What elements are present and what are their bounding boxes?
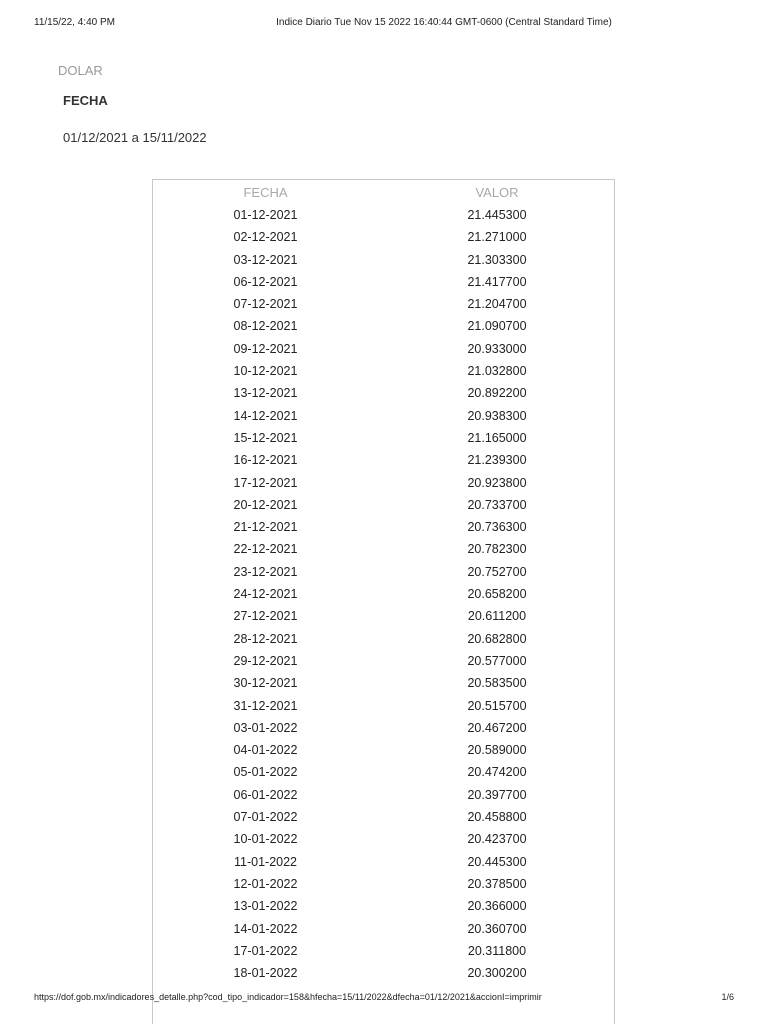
cell-fecha: 12-01-2022: [233, 876, 298, 891]
cell-valor: 21.090700: [467, 319, 527, 334]
cell-fecha: 07-01-2022: [233, 810, 298, 825]
table-row: [153, 451, 614, 473]
cell-fecha: 24-12-2021: [233, 587, 298, 602]
cell-valor: 21.032800: [467, 364, 527, 379]
cell-valor: 20.736300: [467, 520, 527, 535]
table-row: [153, 317, 614, 339]
cell-valor: 21.417700: [467, 274, 527, 289]
table-row: [153, 853, 614, 875]
cell-valor: 21.271000: [467, 230, 527, 245]
table-row: [153, 540, 614, 562]
table-row: [153, 362, 614, 384]
cell-valor: 21.204700: [467, 297, 527, 312]
cell-fecha: 14-01-2022: [233, 921, 298, 936]
print-footer: [0, 992, 768, 1008]
cell-fecha: 01-12-2021: [233, 208, 298, 222]
cell-fecha: 03-01-2022: [233, 720, 298, 735]
cell-fecha: 17-12-2021: [233, 475, 298, 490]
cell-valor: 20.397700: [467, 787, 527, 802]
cell-valor: 20.933000: [467, 341, 527, 356]
table-row: [153, 897, 614, 919]
cell-fecha: 13-01-2022: [233, 899, 298, 914]
table-row: [153, 474, 614, 496]
cell-fecha: 21-12-2021: [233, 520, 298, 535]
cell-fecha: 23-12-2021: [233, 564, 298, 579]
cell-fecha: 17-01-2022: [233, 943, 298, 958]
header-valor: VALOR: [475, 185, 519, 200]
cell-valor: 20.682800: [467, 631, 527, 646]
table-row: [153, 607, 614, 629]
cell-valor: 20.467200: [467, 720, 527, 735]
print-header: [0, 17, 768, 33]
cell-fecha: 03-12-2021: [233, 252, 298, 267]
cell-fecha: 05-01-2022: [233, 765, 298, 780]
table-row: [153, 652, 614, 674]
cell-valor: 20.782300: [467, 542, 527, 557]
table-row: [153, 741, 614, 763]
cell-valor: 20.589000: [467, 743, 527, 758]
table-row: [153, 719, 614, 741]
cell-fecha: 10-12-2021: [233, 364, 298, 379]
table-row: [153, 228, 614, 250]
cell-fecha: 06-01-2022: [233, 787, 298, 802]
cell-valor: 21.445300: [467, 208, 527, 222]
cell-fecha: 02-12-2021: [233, 230, 298, 245]
cell-fecha: 15-12-2021: [233, 430, 298, 445]
header-fecha: FECHA: [243, 185, 288, 200]
fecha-heading: FECHA: [63, 93, 108, 108]
cell-fecha: 07-12-2021: [233, 297, 298, 312]
cell-valor: 20.938300: [467, 408, 527, 423]
cell-fecha: 18-01-2022: [233, 966, 298, 981]
cell-valor: 20.892200: [467, 386, 527, 401]
table-row: [153, 808, 614, 830]
cell-valor: 21.165000: [467, 430, 527, 445]
cell-valor: 20.515700: [467, 698, 527, 713]
table-row: [153, 518, 614, 540]
cell-fecha: 06-12-2021: [233, 274, 298, 289]
table-row: [153, 964, 614, 986]
cell-fecha: 27-12-2021: [233, 609, 298, 624]
table-row: [153, 251, 614, 273]
cell-fecha: 31-12-2021: [233, 698, 298, 713]
page-url: https://dof.gob.mx/indicadores_detalle.php?cod_tipo_indicador=158&hfecha=15/11/2022&dfecha=01/12/2021&accionI=imprimir: [34, 992, 542, 1002]
cell-valor: 20.423700: [467, 832, 527, 847]
cell-fecha: 22-12-2021: [233, 542, 298, 557]
table-row: [153, 563, 614, 585]
cell-fecha: 13-12-2021: [233, 386, 298, 401]
table-body: [153, 206, 614, 986]
cell-valor: 20.311800: [467, 943, 527, 958]
table-row: [153, 496, 614, 518]
table-row: [153, 295, 614, 317]
cell-valor: 20.577000: [467, 653, 527, 668]
table-row: [153, 763, 614, 785]
table-header: [153, 180, 614, 206]
cell-valor: 20.733700: [467, 497, 527, 512]
cell-fecha: 30-12-2021: [233, 676, 298, 691]
table-row: [153, 920, 614, 942]
cell-fecha: 09-12-2021: [233, 341, 298, 356]
table-row: [153, 697, 614, 719]
cell-valor: 20.366000: [467, 899, 527, 914]
table-row: [153, 786, 614, 808]
table-row: [153, 830, 614, 852]
page-number: 1/6: [721, 992, 734, 1002]
cell-fecha: 20-12-2021: [233, 497, 298, 512]
cell-valor: 21.239300: [467, 453, 527, 468]
cell-valor: 20.474200: [467, 765, 527, 780]
indicator-table: [152, 179, 615, 1024]
cell-valor: 20.583500: [467, 676, 527, 691]
cell-valor: 20.445300: [467, 854, 527, 869]
table-row: [153, 674, 614, 696]
table-row: [153, 384, 614, 406]
print-title: Indice Diario Tue Nov 15 2022 16:40:44 GMT-0600 (Central Standard Time): [276, 17, 612, 28]
table-row: [153, 407, 614, 429]
table-row: [153, 875, 614, 897]
table-row: [153, 206, 614, 228]
cell-valor: 20.300200: [467, 966, 527, 981]
table-row: [153, 429, 614, 451]
cell-valor: 20.611200: [467, 609, 527, 624]
cell-valor: 21.303300: [467, 252, 527, 267]
cell-fecha: 29-12-2021: [233, 653, 298, 668]
table-row: [153, 340, 614, 362]
cell-fecha: 14-12-2021: [233, 408, 298, 423]
print-datetime: 11/15/22, 4:40 PM: [34, 17, 115, 28]
cell-valor: 20.458800: [467, 810, 527, 825]
section-label: DOLAR: [58, 63, 103, 78]
cell-valor: 20.360700: [467, 921, 527, 936]
cell-fecha: 11-01-2022: [233, 854, 297, 869]
table-row: [153, 630, 614, 652]
cell-fecha: 10-01-2022: [233, 832, 298, 847]
cell-valor: 20.658200: [467, 587, 527, 602]
cell-fecha: 28-12-2021: [233, 631, 298, 646]
date-range: 01/12/2021 a 15/11/2022: [63, 130, 207, 145]
cell-fecha: 04-01-2022: [233, 743, 298, 758]
table-row: [153, 585, 614, 607]
cell-valor: 20.923800: [467, 475, 527, 490]
table-row: [153, 942, 614, 964]
cell-fecha: 08-12-2021: [233, 319, 298, 334]
cell-fecha: 16-12-2021: [233, 453, 298, 468]
cell-valor: 20.752700: [467, 564, 527, 579]
table-row: [153, 273, 614, 295]
cell-valor: 20.378500: [467, 876, 527, 891]
